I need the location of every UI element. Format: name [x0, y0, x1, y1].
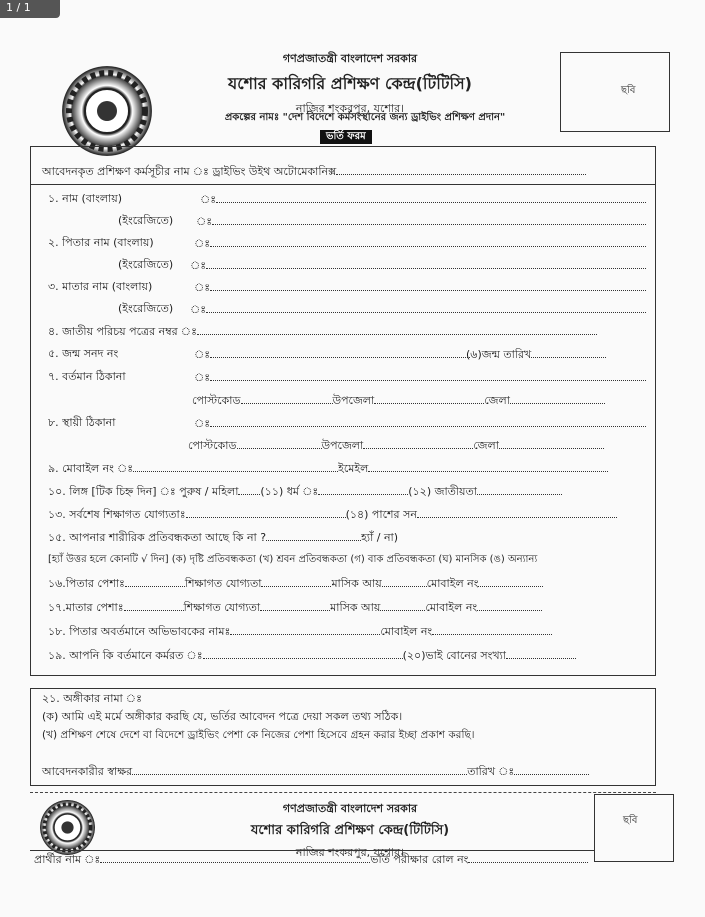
mother-job-label: ১৭.মাতার পেশাঃ — [48, 601, 124, 614]
father-bn-label: ২. পিতার নাম (বাংলায়) — [48, 236, 154, 249]
signature-input[interactable] — [132, 764, 467, 775]
father-bn-input[interactable]: ঃ — [194, 236, 646, 251]
slip-logo — [40, 800, 95, 855]
mobile-email-row — [48, 461, 608, 476]
religion-label: (১১) ধর্ম ঃ — [260, 485, 319, 498]
slip-applicant-row — [34, 852, 588, 867]
permanent-postcode-input[interactable] — [237, 438, 322, 449]
mother-edu-input[interactable] — [260, 600, 330, 611]
present-postcode-input[interactable] — [241, 393, 333, 404]
mother-bn-input[interactable]: ঃ — [194, 280, 646, 295]
gender-input[interactable] — [238, 484, 260, 495]
page-indicator: 1 / 1 — [0, 0, 60, 18]
permanent-district-label: জেলা — [473, 439, 499, 452]
photo-box — [560, 52, 670, 132]
father-income-input[interactable] — [382, 576, 427, 587]
form-badge: ভর্তি ফরম — [320, 130, 372, 144]
father-job-input[interactable] — [125, 576, 185, 587]
pledge-item-b: (খ) প্রশিক্ষণ শেষে দেশে বা বিদেশে ড্রাইভিং পেশা কে নিজের পেশা হিসেবে গ্রহন করার ইচ্ছা প্রকাশ করছি। — [42, 729, 475, 741]
mother-bn-label: ৩. মাতার নাম (বাংলায়) — [48, 280, 153, 293]
pledge-title: ২১. অঙ্গীকার নামা ঃ — [42, 692, 142, 705]
employment-input[interactable] — [203, 648, 403, 659]
mother-edu-label: শিক্ষাগত যোগ্যতা — [183, 601, 261, 614]
email-label: ইমেইল — [338, 462, 369, 475]
disability-row — [48, 530, 398, 545]
education-label: ১৩. সর্বশেষ শিক্ষাগত যোগ্যতাঃ — [48, 508, 186, 521]
guardian-row — [48, 624, 552, 639]
mother-income-input[interactable] — [380, 600, 425, 611]
course-divider — [30, 184, 656, 185]
course-field[interactable] — [336, 164, 586, 175]
nid-input[interactable] — [197, 324, 597, 335]
permanent-district-input[interactable] — [499, 438, 604, 449]
mobile-input[interactable] — [133, 461, 338, 472]
header — [200, 50, 500, 119]
permanent-address-input[interactable]: ঃ — [194, 416, 646, 431]
present-district-label: জেলা — [484, 394, 510, 407]
father-en-input[interactable]: ঃ — [190, 258, 646, 273]
name-bn-input[interactable]: ঃ — [200, 192, 646, 207]
father-en-label: (ইংরেজিতে) — [118, 258, 174, 271]
employment-label: ১৯. আপনি কি বর্তমানে কর্মরত ঃ — [48, 649, 203, 662]
father-job-row — [48, 576, 543, 591]
name-bn-label: ১. নাম (বাংলায়) — [48, 192, 122, 205]
slip-government: গণপ্রজাতন্ত্রী বাংলাদেশ সরকার — [282, 802, 418, 815]
slip-address: নাজির শংকরপুর, যশোর। — [295, 846, 405, 859]
mother-income-label: মাসিক আয় — [330, 601, 381, 614]
mobile-label: ৯. মোবাইল নং ঃ — [48, 462, 134, 475]
dob-input[interactable] — [531, 347, 606, 358]
education-input[interactable] — [186, 507, 346, 518]
applicant-name-input[interactable] — [100, 852, 370, 863]
employment-row — [48, 648, 576, 663]
passing-year-input[interactable] — [417, 507, 617, 518]
pledge-item-a: (ক) আমি এই মর্মে অঙ্গীকার করছি যে, ভর্তির আবেদন পত্রে দেয়া সকল তথ্য সঠিক। — [42, 710, 403, 723]
present-upazila-label: উপজেলা — [332, 394, 375, 407]
slip-center-name: যশোর কারিগরি প্রশিক্ষণ কেন্দ্র(টিটিসি) — [250, 823, 450, 838]
permanent-postcode-label: পোস্টকোড — [188, 439, 237, 452]
siblings-label: (২০)ভাই বোনের সংখ্যা — [402, 649, 506, 662]
father-mobile-input[interactable] — [478, 576, 543, 587]
permanent-upazila-label: উপজেলা — [321, 439, 364, 452]
roll-input[interactable] — [468, 852, 588, 863]
ttc-logo — [62, 66, 152, 156]
gender-row — [48, 484, 562, 499]
education-row — [48, 507, 617, 522]
header-address: নাজির শংকরপুর, যশোর। — [295, 102, 405, 115]
name-en-input[interactable]: ঃ — [196, 214, 646, 229]
name-bn-row — [48, 192, 122, 206]
yes-no-label: হ্যাঁ / না) — [361, 531, 398, 544]
present-address-input[interactable]: ঃ — [194, 370, 646, 385]
dob-label: (৬)জন্ম তারিখ — [466, 348, 532, 361]
nid-row — [48, 324, 597, 339]
name-en-label: (ইংরেজিতে) — [118, 214, 174, 227]
photo-label: ছবি — [621, 85, 636, 96]
header-government: গণপ্রজাতন্ত্রী বাংলাদেশ সরকার — [282, 52, 418, 65]
mother-job-row — [48, 600, 542, 615]
mother-job-input[interactable] — [124, 600, 184, 611]
disability-note: [হ্যাঁ উত্তর হলে কোনটি √ দিন] (ক) দৃষ্টি প্রতিবন্ধকতা (খ) শ্রবন প্রতিবন্ধকতা (গ) বাক প্রতিবন্ধকতা (ঘ) মানসিক (ঙ) অন্যান্য — [48, 554, 538, 565]
siblings-input[interactable] — [506, 648, 576, 659]
course-label: আবেদনকৃত প্রশিক্ষণ কর্মসূচীর নাম ঃ ড্রাইভিং উইথ অটোমেকানিক্স — [42, 165, 337, 178]
religion-input[interactable] — [318, 484, 408, 495]
nationality-label: (১২) জাতীয়তা — [408, 485, 477, 498]
course-row — [42, 164, 586, 179]
date-label: তারিখ ঃ — [467, 765, 515, 778]
mother-en-input[interactable]: ঃ — [190, 302, 646, 317]
father-income-label: মাসিক আয় — [331, 577, 382, 590]
signature-label: আবেদনকারীর স্বাক্ষর — [42, 765, 133, 778]
gear-emblem-icon — [62, 66, 152, 156]
permanent-address-details — [188, 438, 604, 453]
slip-photo-label: ছবি — [623, 815, 638, 826]
present-address-label: ৭. বর্তমান ঠিকানা — [48, 370, 126, 383]
father-job-label: ১৬.পিতার পেশাঃ — [48, 577, 125, 590]
slip-photo-box — [594, 794, 674, 862]
guardian-label: ১৮. পিতার অবর্তমানে অভিভাবকের নামঃ — [48, 625, 231, 638]
cut-line — [30, 792, 656, 793]
passing-year-label: (১৪) পাশের সন — [345, 508, 417, 521]
nid-label: ৪. জাতীয় পরিচয় পত্রের নম্বর ঃ — [48, 325, 197, 338]
birth-cert-input[interactable]: ঃ — [194, 347, 470, 362]
present-district-input[interactable] — [510, 393, 605, 404]
father-edu-label: শিক্ষাগত যোগ্যতা — [184, 577, 262, 590]
gender-label: ১০. লিঙ্গ [টিক চিহ্ন দিন] ঃ পুরুষ / মহিলা — [48, 485, 239, 498]
email-input[interactable] — [368, 461, 608, 472]
present-address-details — [192, 393, 605, 408]
guardian-mobile-label: মোবাইল নং — [380, 625, 433, 638]
guardian-input[interactable] — [230, 624, 380, 635]
present-upazila-input[interactable] — [374, 393, 484, 404]
applicant-name-label: প্রার্থীর নাম ঃ — [34, 853, 101, 866]
permanent-address-label: ৮. স্থায়ী ঠিকানা — [48, 416, 116, 429]
mother-mobile-input[interactable] — [477, 600, 542, 611]
mother-mobile-label: মোবাইল নং — [425, 601, 478, 614]
nationality-input[interactable] — [477, 484, 562, 495]
header-center-name: যশোর কারিগরি প্রশিক্ষণ কেন্দ্র(টিটিসি) — [228, 74, 472, 93]
father-mobile-label: মোবাইল নং — [426, 577, 479, 590]
dob-row — [466, 347, 606, 362]
permanent-upazila-input[interactable] — [363, 438, 473, 449]
date-input[interactable] — [514, 764, 589, 775]
father-edu-input[interactable] — [261, 576, 331, 587]
disability-input[interactable] — [266, 530, 361, 541]
birth-cert-label: ৫. জন্ম সনদ নং — [48, 347, 119, 360]
project-name: প্রকল্পের নামঃ "দেশ বিদেশে কর্মসংস্থানের জন্য ড্রাইভিং প্রশিক্ষণ প্রদান" — [224, 112, 506, 123]
mother-en-label: (ইংরেজিতে) — [118, 302, 174, 315]
slip-gear-emblem-icon — [40, 800, 95, 855]
roll-label: ভর্তি পরীক্ষার রোল নং — [370, 853, 469, 866]
disability-question: ১৫. আপনার শারীরিক প্রতিবন্ধকতা আছে কি না ? — [48, 531, 267, 544]
slip-divider — [30, 850, 594, 851]
present-postcode-label: পোস্টকোড — [192, 394, 241, 407]
guardian-mobile-input[interactable] — [432, 624, 552, 635]
signature-row — [42, 764, 589, 779]
